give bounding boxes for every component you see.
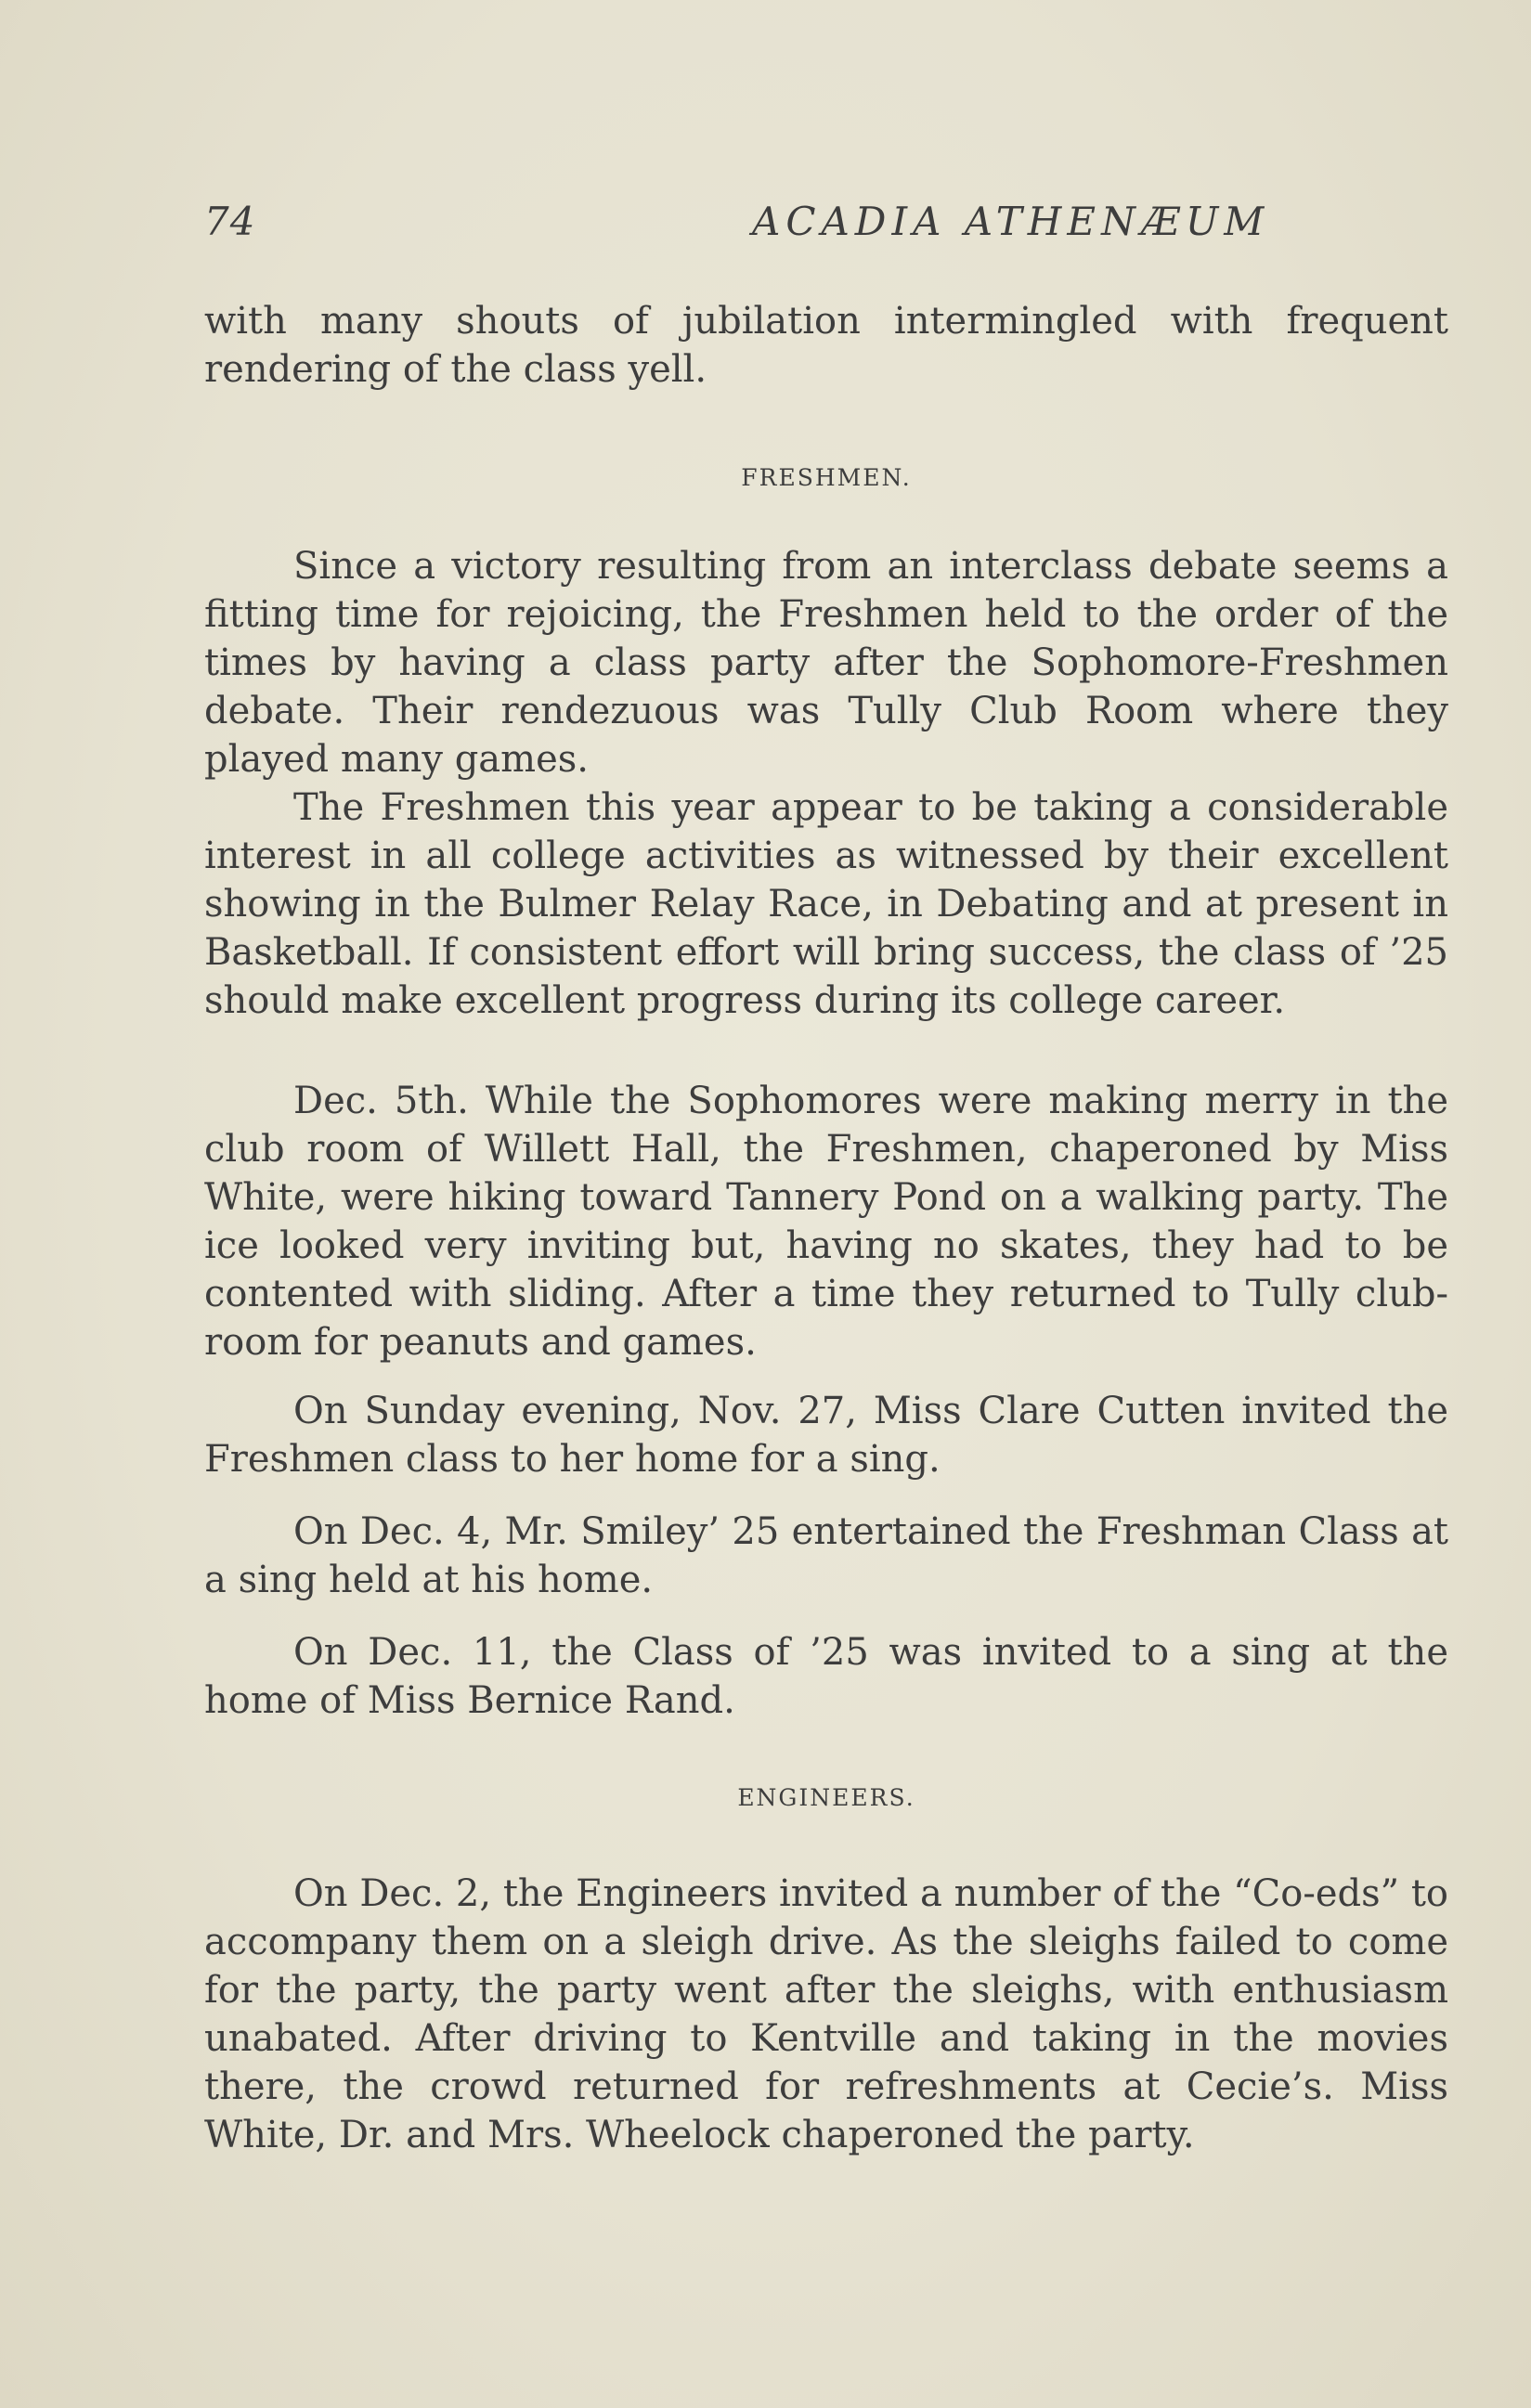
- running-title: ACADIA ATHENÆUM: [752, 199, 1270, 244]
- page-number: 74: [204, 199, 256, 244]
- engineers-paragraph-1: On Dec. 2, the Engineers invited a number of the “Co-eds” to accompany them on a sleigh drive. As the sleighs failed to come for the party, the party went after the sleighs, with enthusiasm unabated. After driving to Kentville and taking in the movies there, the crowd returned for refreshments at Cecie’s. Miss White, Dr. and Mrs. Wheelock chaperoned the party.: [204, 1872, 1448, 2156]
- freshmen-heading: FRESHMEN.: [741, 464, 912, 491]
- freshmen-paragraph-2: The Freshmen this year appear to be taking a considerable interest in all college activities as witnessed by their excellent showing in the Bulmer Relay Race, in Debating and at present in Basketball. If consistent effort will bring success, the class of ’25 should make excellent progress during its college career.: [204, 786, 1448, 1022]
- page-header: [204, 199, 1448, 254]
- freshmen-paragraph-1: Since a victory resulting from an interclass debate seems a fitting time for rejoicing, the Freshmen held to the order of the times by having a class party after the Sophomore-Freshmen debate. Their rendezuous was Tully Club Room where they played many games.: [204, 545, 1448, 781]
- continued-paragraph: with many shouts of jubilation intermingled with frequent rendering of the class yell.: [204, 300, 1448, 391]
- freshmen-paragraph-5: On Dec. 4, Mr. Smiley’ 25 entertained the Freshman Class at a sing held at his home.: [204, 1510, 1448, 1601]
- freshmen-paragraph-6: On Dec. 11, the Class of ’25 was invited to a sing at the home of Miss Bernice Rand.: [204, 1631, 1448, 1722]
- freshmen-paragraph-3: Dec. 5th. While the Sophomores were making merry in the club room of Willett Hall, the Freshmen, chaperoned by Miss White, were hiking toward Tannery Pond on a walking party. The ice looked very inviting but, having no skates, they had to be contented with sliding. After a time they returned to Tully club-room for peanuts and games.: [204, 1080, 1448, 1364]
- engineers-heading: ENGINEERS.: [737, 1784, 915, 1811]
- freshmen-paragraph-4: On Sunday evening, Nov. 27, Miss Clare Cutten invited the Freshmen class to her home for a sing.: [204, 1390, 1448, 1481]
